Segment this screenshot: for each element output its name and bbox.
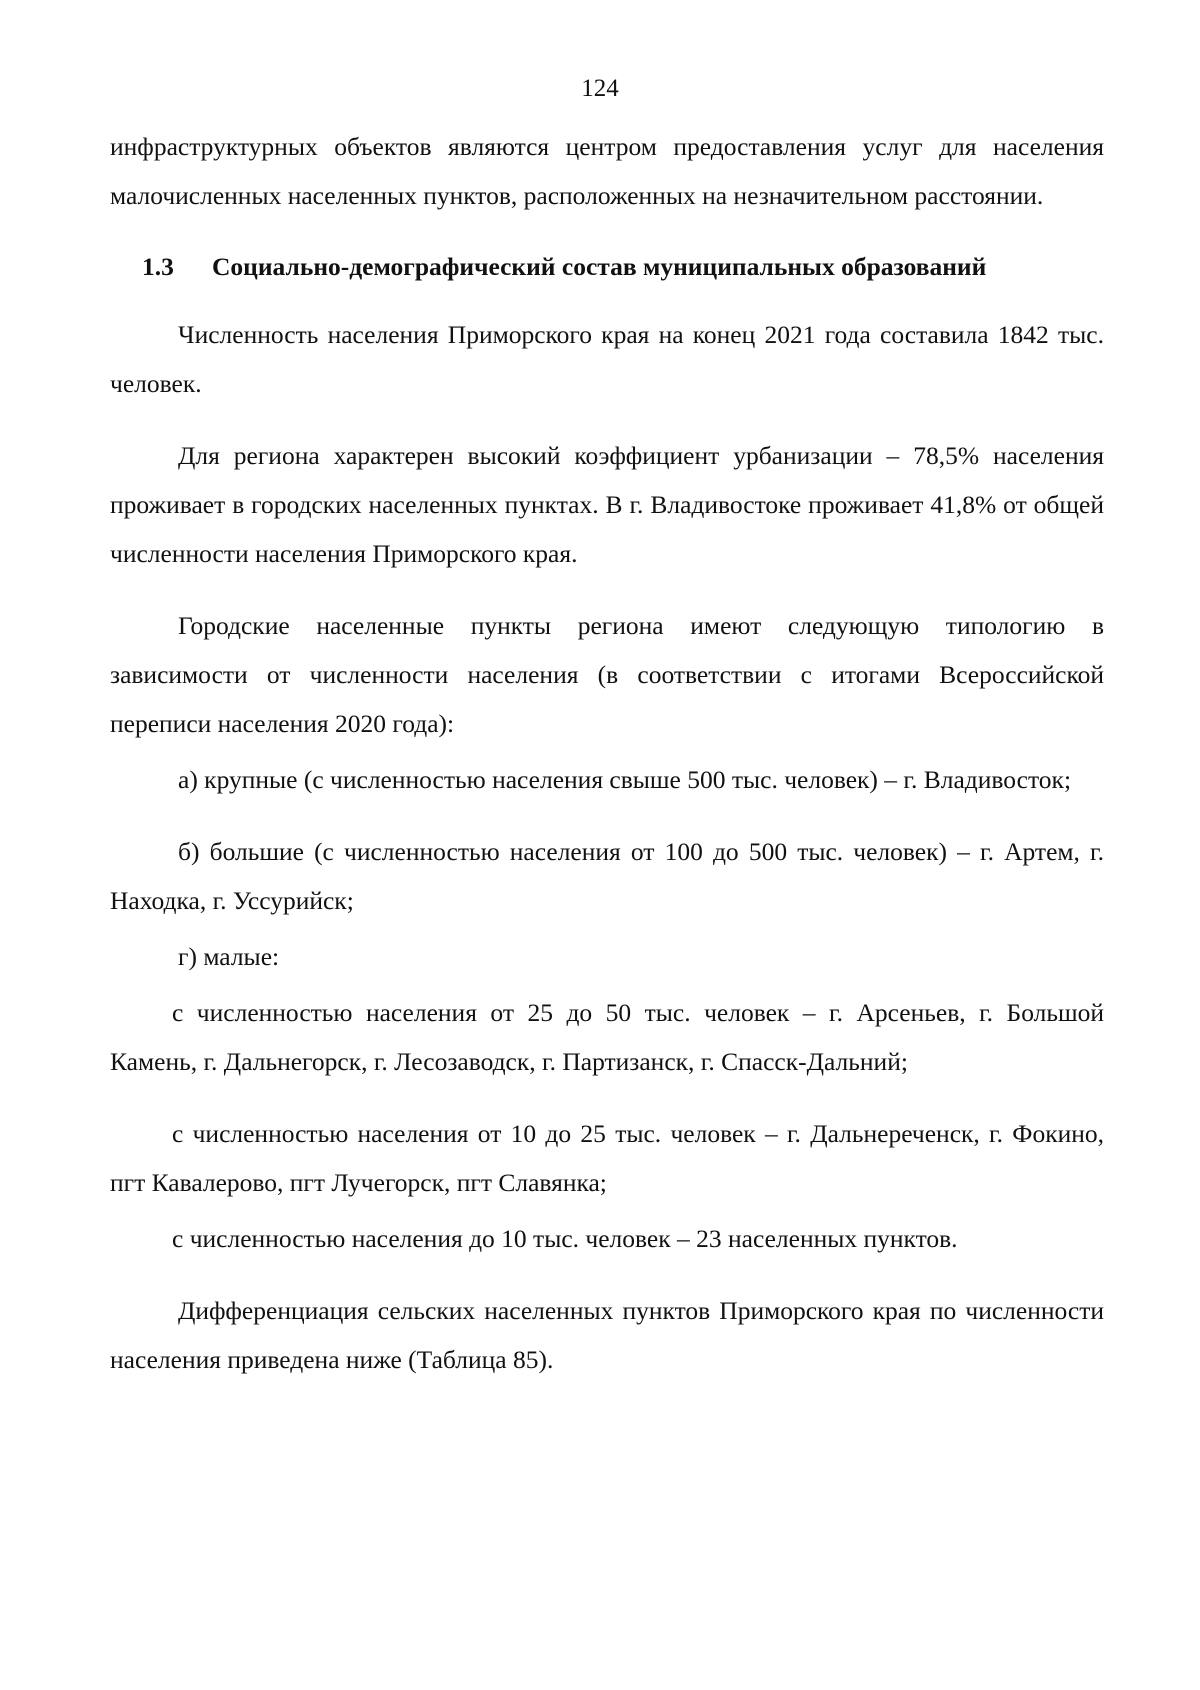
section-number: 1.3 xyxy=(142,252,174,281)
paragraph-rural: Дифференциация сельских населенных пунктов Приморского края по численности населения приведена ниже (Таблица 85). xyxy=(110,1296,1104,1374)
section-heading xyxy=(110,247,1104,287)
paragraph-urbanization: Для региона характерен высокий коэффициент урбанизации – 78,5% населения проживает в городских населенных пунктах. В г. Владивостоке проживает 41,8% от общей численности населения Приморского края. xyxy=(110,441,1104,568)
list-subitem-25-50: с численностью населения от 25 до 50 тыс. человек – г. Арсеньев, г. Большой Камень, г. Дальнегорск, г. Лесозаводск, г. Партизанск, г. Спасск-Дальний; xyxy=(110,998,1104,1076)
list-subitem-under-10: с численностью населения до 10 тыс. человек – 23 населенных пунктов. xyxy=(172,1224,958,1253)
paragraph-typology: Городские населенные пункты региона имеют следующую типологию в зависимости от численности населения (в соответствии с итогами Всероссийской переписи населения 2020 года): xyxy=(110,611,1104,738)
paragraph-population: Численность населения Приморского края на конец 2021 года составила 1842 тыс. человек. xyxy=(110,320,1104,398)
page-number: 124 xyxy=(581,75,619,102)
list-item-big: б) большие (с численностью населения от 100 до 500 тыс. человек) – г. Артем, г. Находка, г. Уссурийск; xyxy=(110,837,1104,915)
list-subitem-10-25: с численностью населения от 10 до 25 тыс. человек – г. Дальнереченск, г. Фокино, пгт Кавалерово, пгт Лучегорск, пгт Славянка; xyxy=(110,1119,1104,1197)
document-body xyxy=(110,122,1104,1384)
paragraph-continuation: инфраструктурных объектов являются центром предоставления услуг для населения малочисленных населенных пунктов, расположенных на незначительном расстоянии. xyxy=(110,132,1104,210)
list-item-small: г) малые: xyxy=(178,942,280,971)
list-item-large: а) крупные (с численностью населения свыше 500 тыс. человек) – г. Владивосток; xyxy=(178,765,1072,794)
section-title: Социально-демографический состав муниципальных образований xyxy=(212,252,987,281)
